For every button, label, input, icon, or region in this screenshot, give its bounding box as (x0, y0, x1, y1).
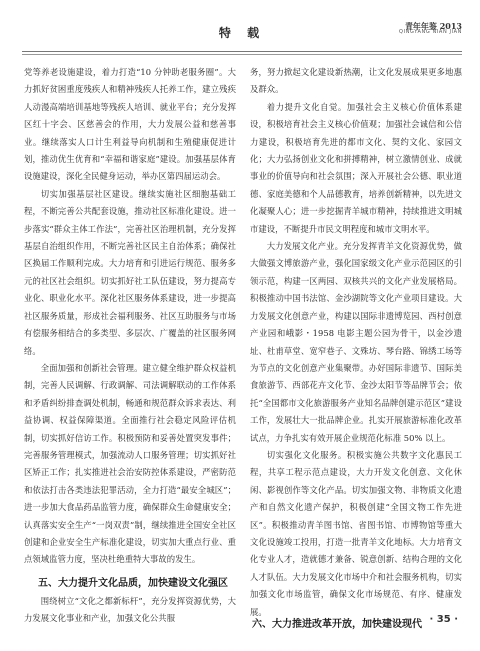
header-rule (22, 51, 462, 52)
page-header (22, 22, 462, 52)
left-column (24, 64, 236, 628)
paragraph-cultural-industry: 大力发展文化产业。充分发挥青羊文化资源优势，做大做强文博旅游产业，强化国家级文化产业示范园区的引领示范，构建一区两园、双核共兴的文化产业发展格局。积极推动中国书法馆、金沙湖院等文化产业项目建设。大力发展文化创意产业，构建以国际非遗博览园、西村创意产业园和峨影・1958 电影主题公园为骨干，以金沙遗址、杜甫草堂、宽窄巷子、文殊坊、琴台路、锦绣工场等为节点的文化创意产业集聚带。办好国际非遗节、国际美食旅游节、西部花卉文化节、金沙太阳节等品牌节会；依托“全国都市文化旅游服务产业知名品牌创建示范区”建设工作，发展壮大一批品牌企业。扎实开展旅游标准化改革试点，力争扎实有效开展企业规范化标准 50% 以上。 (250, 241, 462, 443)
yearbook-masthead (399, 22, 462, 36)
section-heading-culture: 五、大力提升文化品质，加快建设文化强区 (38, 577, 228, 589)
paragraph-cultural-awareness: 着力提升文化自觉。加强社会主义核心价值体系建设，积极培育社会主义核心价值观；加强社会诚信和公信力建设，积极培育先进的都市文化、契约文化、家园文化；大力弘扬创业文化和拼搏精神，树立激情创业、成就事业的价值导向和社会氛围；深入开展社会公德、职业道德、家庭美德和个人品德教育，培养创新精神，以先进文化凝聚人心；进一步挖掘青羊城市精神，持续推进文明城市建设，不断提升市民文明程度和城市文明水平。 (250, 101, 462, 234)
section-heading-reform: 六、大力推进改革开放，加快建设现代 (252, 619, 422, 630)
paragraph-cultural-services: 切实强化文化服务。积极实施公共数字文化惠民工程，共享工程示范点建设，大力开发文化创意、文化休闲、影视创作等文化产品。切实加强文物、非物质文化遗产和自然文化遗产保护，积极创建“全国文物工作先进区”。积极推动青羊图书馆、省图书馆、市博物馆等重大文化设施竣工投用，打造一批青羊文化地标。大力培育文化专业人才，造就德才兼备、锐意创新、结构合理的文化人才队伍。大力发展文化市场中介和社会服务机构，切实加强文化市场监管，确保文化市场规范、有序、健康发展。 (250, 449, 462, 617)
header-rule-thin (22, 54, 462, 55)
masthead-subtitle: QINGYANG NIAN JIAN (399, 29, 462, 36)
paragraph-community-building: 切实加强基层社区建设。继续实施社区细胞基础工程，不断完善公共配套设施，推动社区标准化建设。进一步落实“群众主体工作法”，完善社区治理机制，充分发挥基层自治组织作用，不断完善社区民主自治体系；确保社区换届工作顺利完成。大力培育和引进运行规范、服务多元的社区社会组织。切实抓好社工队伍建设，努力提高专业化、职业化水平。深化社区服务体系建设，进一步提高社区服务质量，形成社会福利服务、社区互助服务与市场有偿服务相结合的多类型、多层次、广覆盖的社区服务网络。 (24, 188, 236, 356)
paragraph-elderly-care: 党等养老设施建设，着力打造“10 分钟助老服务圈”。大力抓好贫困重度残疾人和精神残疾人托养工作，建立残疾人动漫高端培训基地等残疾人培训、就业平台；充分发挥区红十字会、区慈善会的作用，大力发展公益和慈善事业。继续落实人口计生利益导向机制和生殖健康促进计划，推动优生优育和“幸福和谐家庭”建设。加强基层体育设施建设，深化全民健身运动，举办区第四届运动会。 (24, 67, 236, 182)
masthead-title: 青年年鉴 2013 (404, 21, 462, 31)
right-column (250, 64, 462, 621)
paragraph-culture-continued: 务，努力掀起文化建设新热潮，让文化发展成果更多地惠及群众。 (250, 67, 462, 95)
paragraph-culture-intro: 围绕树立“文化之都新标杆”，充分发挥资源优势，大力发展文化事业和产业，加强文化公共服 (24, 595, 236, 624)
page-number: · 35 · (429, 614, 458, 625)
paragraph-social-management: 全面加强和创新社会管理。建立健全维护群众权益机制，完善人民调解、行政调解、司法调解联动的工作体系和矛盾纠纷排查调处机制，畅通和规范群众诉求表达、利益协调、权益保障渠道。全面推行社会稳定风险评估机制，切实抓好信访工作。积极预防和妥善处置突发事件；完善服务管理模式，加强流动人口服务管理；切实抓好社区矫正工作；扎实推进社会治安防控体系建设，严密防范和依法打击各类违法犯罪活动，全力打造“最安全城区”；进一步加大食品药品监管力度，确保群众生命健康安全；认真落实安全生产“一岗双责”制，继续推进全国安全社区创建和企业安全生产标准化建设，切实加大重点行业、重点领域监管力度，坚决杜绝重特大事故的发生。 (24, 362, 236, 565)
section-title: 特 载 (218, 26, 266, 40)
